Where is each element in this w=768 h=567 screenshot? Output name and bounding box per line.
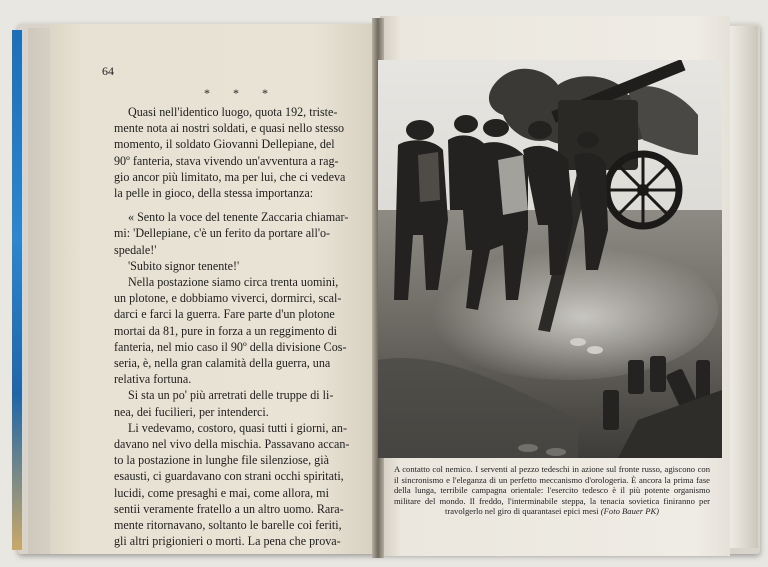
text-line: to la postazione in lunghe file silenziose, già bbox=[114, 453, 329, 468]
photo-caption bbox=[394, 464, 710, 517]
text-line: la pelle in gioco, della stessa importanza: bbox=[114, 186, 314, 201]
text-line: seria, è, nella gran calamità della guerra, una bbox=[114, 356, 331, 371]
right-page-stack bbox=[726, 26, 758, 548]
text-line: nea, dei fucilieri, per intenderci. bbox=[114, 404, 269, 419]
photo-credit: (Foto Bauer PK) bbox=[600, 506, 660, 517]
text-line: Si sta un po' più arretrati delle truppe di li- bbox=[128, 388, 334, 403]
page-number: 64 bbox=[102, 64, 114, 78]
text-line: esausti, ci guardavano con strani occhi spiritati, bbox=[114, 469, 344, 484]
text-line: gio ancor più limitato, ma per lui, che ci vedeva bbox=[114, 169, 346, 184]
text-line: mortai da 81, pure in forza a un reggimento di bbox=[114, 323, 337, 338]
text-line: gli altri prigionieri o morti. La pena che prova- bbox=[114, 534, 341, 549]
text-line: Quasi nell'identico luogo, quota 192, triste- bbox=[128, 105, 338, 119]
text-line: mente ritornavano, soltanto le barelle coi feriti, bbox=[114, 518, 342, 533]
text-line: momento, il soldato Giovanni Dellepiane, del bbox=[114, 137, 335, 152]
text-line: mi: 'Dellepiane, c'è un ferito da portare all'o- bbox=[114, 226, 331, 241]
section-ornament: * * * bbox=[204, 86, 278, 100]
book-spine-cover bbox=[12, 30, 22, 550]
text-line: darci e farci la guerra. Fare parte d'un plotone bbox=[114, 307, 335, 322]
text-line: spedale!' bbox=[114, 242, 157, 257]
body-text bbox=[114, 104, 370, 549]
caption-text: A contatto col nemico. I serventi al pezzo tedeschi in azione sul fronte russo, agiscono con il sincronismo e l'eleganza di un perfetto meccanismo d'orologeria. È ancora la prima fase della lunga, terribile campagna orientale: l'esercito tedesco è il più potente organismo militare del mondo. Il freddo, l'interminabile steppa, la tenacia sovietica finiranno per travolgerlo nel giro di quarantasei epici mesi bbox=[394, 464, 710, 517]
text-line: Nella postazione siamo circa trenta uomini, bbox=[128, 275, 339, 290]
text-line: fanteria, nel mio caso il 90º della divisione Cos- bbox=[114, 339, 347, 354]
text-line: lucidi, come presaghi e mai, come allora, mi bbox=[114, 485, 329, 500]
text-line: Li vedevamo, costoro, quasi tutti i giorni, an- bbox=[128, 420, 347, 435]
text-line: un plotone, e dobbiamo viverci, dormirci, scal- bbox=[114, 291, 342, 306]
text-line: « Sento la voce del tenente Zaccaria chiamar- bbox=[128, 210, 349, 225]
text-line: 'Subito signor tenente!' bbox=[128, 258, 240, 273]
text-line: mente nota ai nostri soldati, e quasi nello stesso bbox=[114, 121, 345, 136]
text-line: 90º fanteria, stava vivendo un'avventura a rag- bbox=[114, 153, 339, 168]
text-line: relativa fortuna. bbox=[114, 372, 192, 387]
war-photograph-icon bbox=[378, 60, 722, 458]
text-line: davano nel vivo della mischia. Passavano accan- bbox=[114, 437, 350, 452]
text-line: sentii veramente fratello a un altro uomo. Rara- bbox=[114, 501, 344, 516]
